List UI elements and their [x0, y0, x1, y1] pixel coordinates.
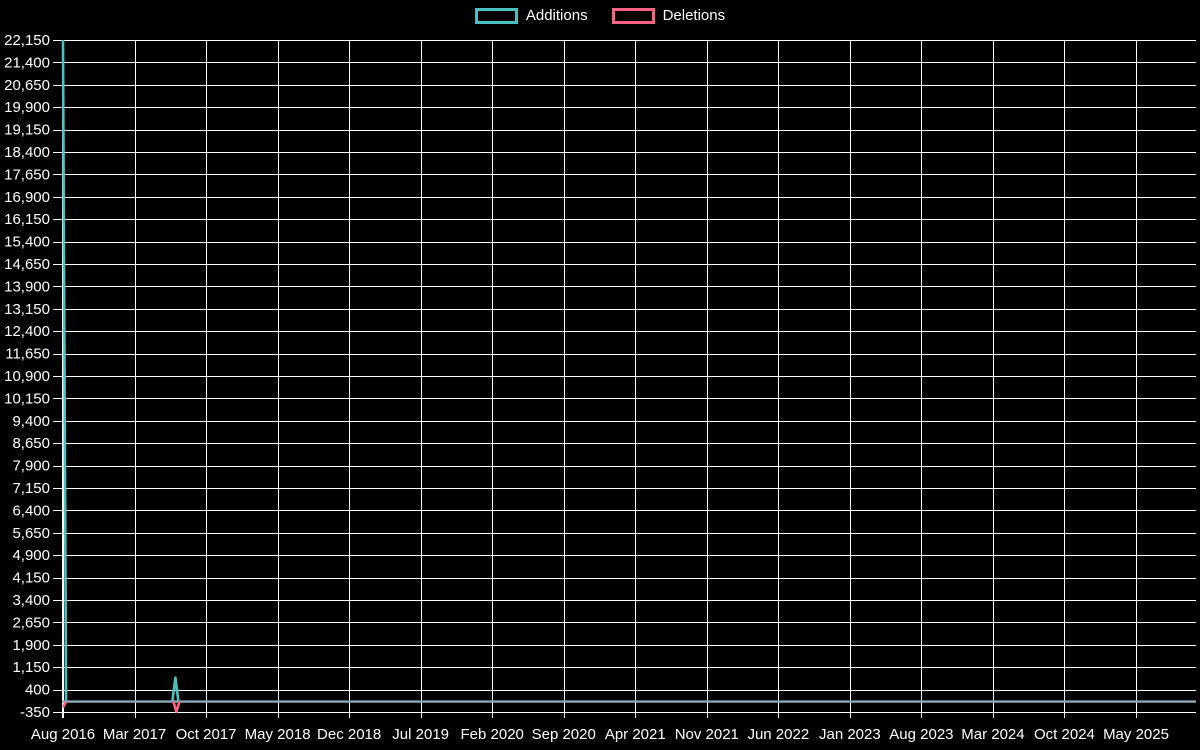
- legend-label-additions: Additions: [525, 7, 588, 24]
- y-tick-labels: [4, 32, 50, 721]
- svg-text:6,400: 6,400: [12, 502, 50, 520]
- svg-text:Mar 2017: Mar 2017: [102, 726, 167, 743]
- svg-text:400: 400: [24, 681, 50, 699]
- svg-text:2,650: 2,650: [12, 614, 50, 632]
- x-tick-labels: [31, 726, 1169, 743]
- svg-text:10,150: 10,150: [4, 390, 50, 408]
- deletions-swatch-icon: [612, 8, 655, 24]
- legend-item-additions[interactable]: [475, 7, 588, 25]
- legend-label-deletions: Deletions: [662, 7, 726, 24]
- svg-text:Oct 2024: Oct 2024: [1034, 726, 1095, 743]
- svg-text:9,400: 9,400: [12, 412, 50, 430]
- svg-text:Dec 2018: Dec 2018: [317, 726, 382, 743]
- svg-text:Aug 2023: Aug 2023: [889, 726, 954, 743]
- svg-text:1,150: 1,150: [12, 659, 50, 677]
- svg-text:Jul 2019: Jul 2019: [392, 726, 450, 743]
- svg-text:19,900: 19,900: [4, 99, 50, 117]
- svg-text:Mar 2024: Mar 2024: [961, 726, 1025, 743]
- svg-text:Jun 2022: Jun 2022: [747, 726, 810, 743]
- svg-text:18,400: 18,400: [4, 144, 50, 161]
- svg-text:19,150: 19,150: [4, 121, 50, 139]
- svg-text:Feb 2020: Feb 2020: [460, 726, 524, 743]
- y-gridlines: [62, 41, 1196, 713]
- svg-text:May 2018: May 2018: [244, 726, 311, 743]
- series-additions: [63, 40, 178, 702]
- svg-text:10,900: 10,900: [4, 368, 50, 385]
- svg-text:22,150: 22,150: [4, 32, 50, 49]
- svg-text:21,400: 21,400: [4, 54, 50, 72]
- svg-text:14,650: 14,650: [4, 256, 50, 273]
- legend-item-deletions[interactable]: [612, 7, 726, 25]
- svg-text:8,650: 8,650: [12, 435, 50, 453]
- svg-text:5,650: 5,650: [12, 524, 50, 542]
- svg-text:Oct 2017: Oct 2017: [175, 726, 237, 743]
- svg-text:11,650: 11,650: [5, 345, 50, 363]
- svg-text:Sep 2020: Sep 2020: [531, 726, 596, 743]
- svg-text:13,150: 13,150: [4, 300, 50, 318]
- svg-text:20,650: 20,650: [4, 76, 50, 94]
- svg-text:-350: -350: [19, 704, 50, 721]
- svg-text:1,900: 1,900: [12, 636, 50, 654]
- svg-text:4,150: 4,150: [12, 569, 50, 587]
- svg-text:Nov 2021: Nov 2021: [674, 726, 739, 743]
- svg-text:7,150: 7,150: [12, 480, 50, 497]
- svg-text:Aug 2016: Aug 2016: [30, 726, 96, 743]
- svg-text:16,900: 16,900: [4, 188, 50, 206]
- svg-text:Apr 2021: Apr 2021: [604, 726, 666, 743]
- svg-text:Jan 2023: Jan 2023: [818, 726, 881, 743]
- svg-text:17,650: 17,650: [4, 166, 50, 184]
- series-deletions: [63, 702, 179, 712]
- svg-text:16,150: 16,150: [4, 211, 50, 229]
- svg-text:13,900: 13,900: [4, 278, 50, 296]
- chart-legend: [0, 7, 1200, 25]
- svg-text:May 2025: May 2025: [1103, 726, 1169, 743]
- tick-marks: [53, 41, 1137, 719]
- additions-swatch-icon: [475, 8, 518, 24]
- svg-text:7,900: 7,900: [12, 457, 50, 475]
- svg-text:4,900: 4,900: [12, 547, 50, 565]
- svg-text:15,400: 15,400: [4, 233, 50, 251]
- svg-text:3,400: 3,400: [12, 592, 50, 609]
- axes: [62, 40, 1196, 718]
- svg-text:12,400: 12,400: [4, 323, 50, 341]
